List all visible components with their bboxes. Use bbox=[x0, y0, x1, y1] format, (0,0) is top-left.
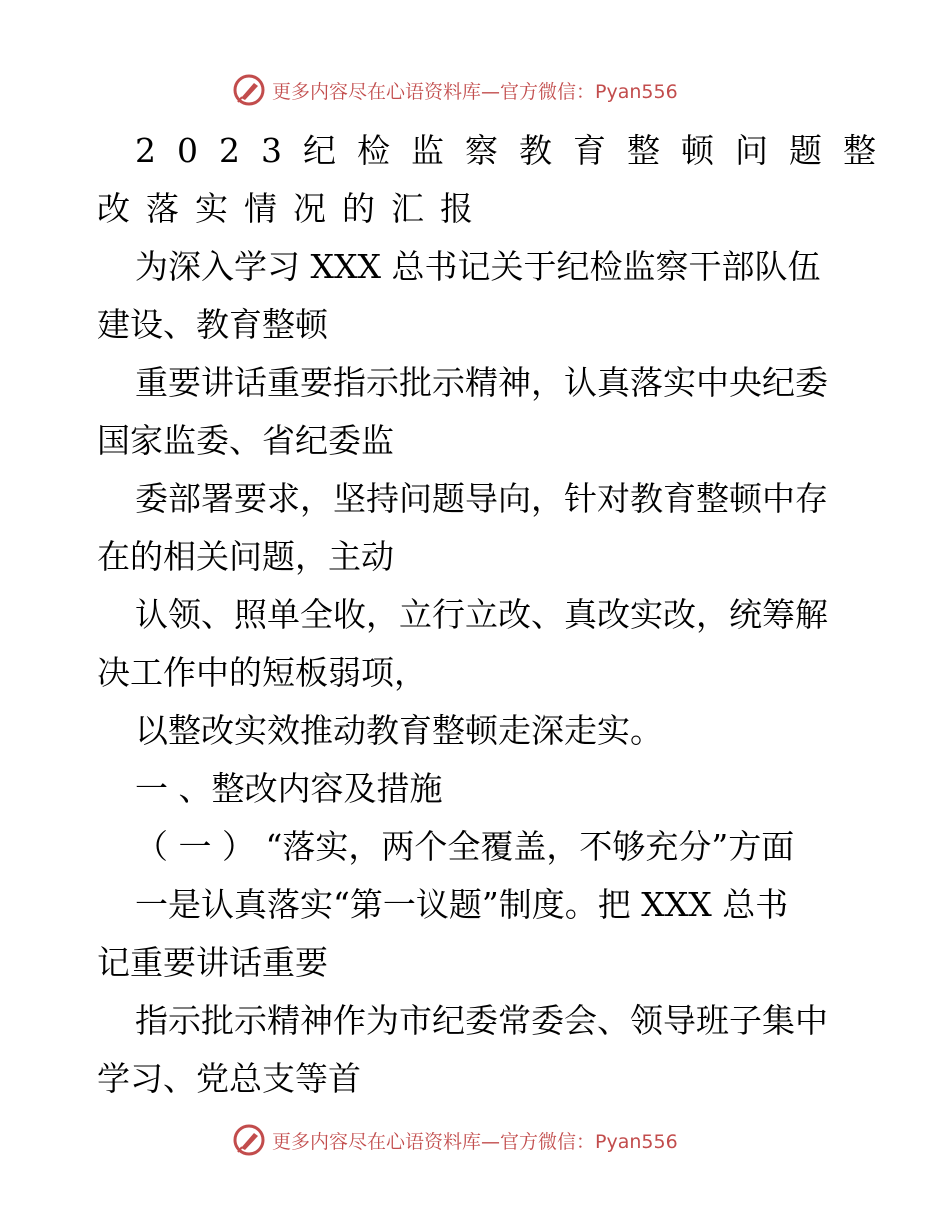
document-title-line-2: 改落实情况的汇报 bbox=[97, 189, 489, 228]
footer-banner bbox=[232, 1120, 678, 1160]
subsection-heading: （ 一 ） “落实，两个全覆盖，不够充分”方面 bbox=[135, 827, 795, 866]
paragraph-line: 决工作中的短板弱项， bbox=[97, 653, 427, 692]
paragraph-line: 以整改实效推动教育整顿走深走实。 bbox=[135, 711, 663, 750]
paragraph-line: 重要讲话重要指示批示精神，认真落实中央纪委 bbox=[135, 363, 828, 402]
banner-text: 更多内容尽在心语资料库—官方微信：Pyan556 bbox=[272, 80, 678, 103]
banner-text: 更多内容尽在心语资料库—官方微信：Pyan556 bbox=[272, 1130, 678, 1153]
section-heading: 一 、整改内容及措施 bbox=[135, 769, 443, 808]
paragraph-line: 指示批示精神作为市纪委常委会、领导班子集中 bbox=[135, 1001, 828, 1040]
paragraph-line: 记重要讲话重要 bbox=[97, 943, 328, 982]
paragraph-line: 国家监委、省纪委监 bbox=[97, 421, 394, 460]
document-body bbox=[97, 122, 897, 1108]
paragraph-line: 认领、照单全收，立行立改、真改实改，统筹解 bbox=[135, 595, 828, 634]
paragraph-line: 在的相关问题，主动 bbox=[97, 537, 394, 576]
paragraph-line: 学习、党总支等首 bbox=[97, 1059, 361, 1098]
pen-circle-logo-icon bbox=[232, 73, 266, 107]
document-title-line-1: 2023纪检监察教育整顿问题整 bbox=[135, 131, 897, 170]
header-banner bbox=[232, 70, 678, 110]
pen-circle-logo-icon bbox=[232, 1123, 266, 1157]
paragraph-line: 建设、教育整顿 bbox=[97, 305, 328, 344]
paragraph-line: 为深入学习 XXX 总书记关于纪检监察干部队伍 bbox=[135, 247, 821, 286]
paragraph-line: 一是认真落实“第一议题”制度。把 XXX 总书 bbox=[135, 885, 789, 924]
paragraph-line: 委部署要求，坚持问题导向，针对教育整顿中存 bbox=[135, 479, 828, 518]
